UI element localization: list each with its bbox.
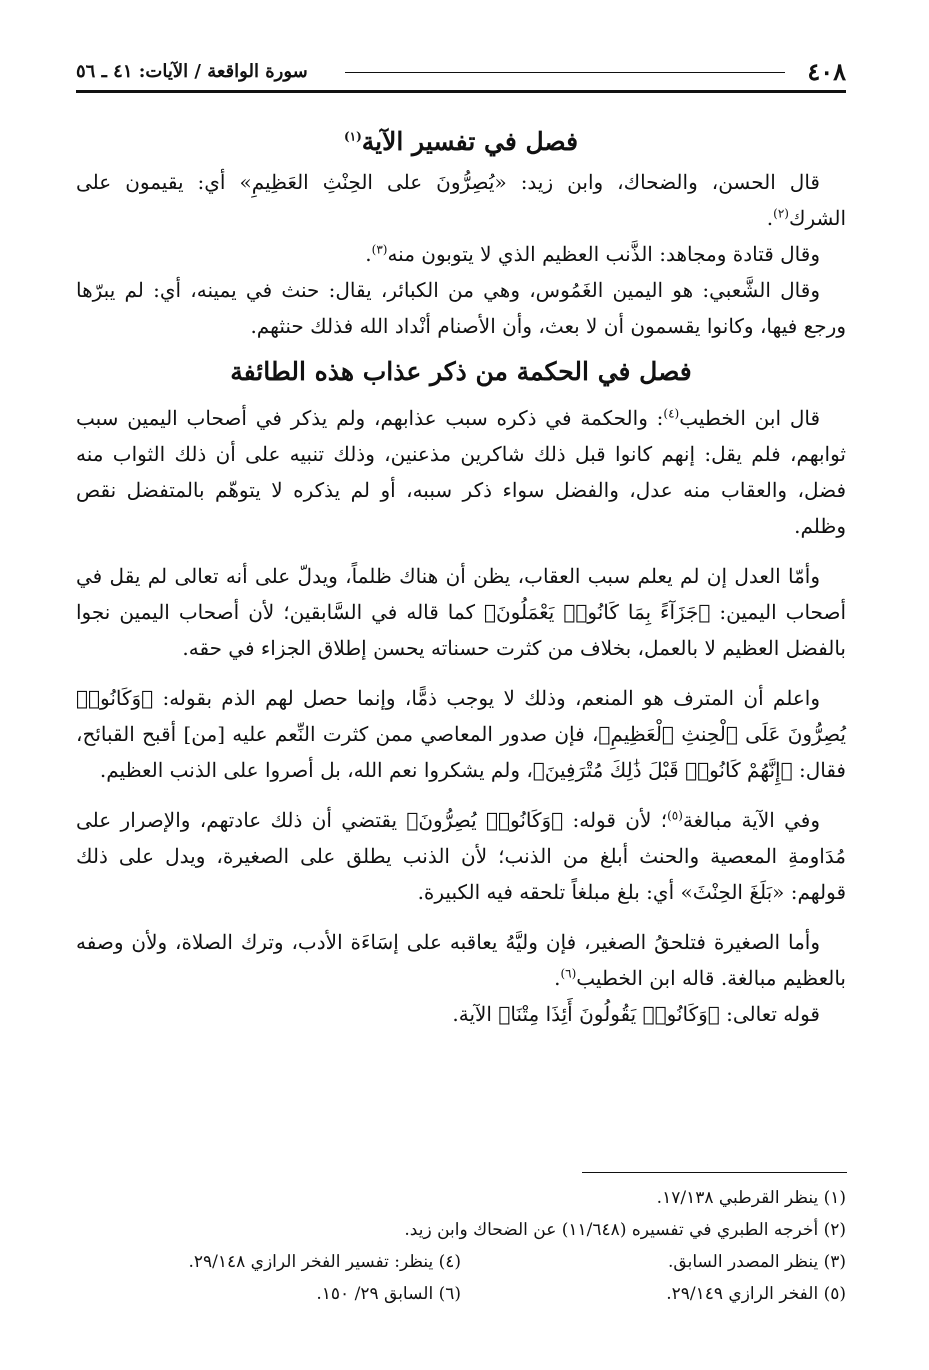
paragraph-qawluhu: قوله تعالى: ﴿وَكَانُوا۟ يَقُولُونَ أَئِذَا مِتْنَا﴾ الآية. [452, 1002, 820, 1026]
header-rule [76, 90, 846, 93]
footnote-separator [582, 1172, 847, 1173]
header-line [345, 72, 785, 73]
section-title-tafsir: فصل في تفسير الآية$^{(١)}$ [343, 127, 579, 156]
paragraph-ibn-khatib: قال ابن الخطيب$^{(٤)}$: والحكمة في ذكره سبب عذابهم، ولم يذكر في أصحاب اليمين سبب ثوابهم، فلم يقل: إنهم كانوا قبل ذلك شاكرين مذعنين، وذلك تنبيه على أن ذلك الثواب منه فضل، والعقاب منه عدل، والفضل سواء ذكر سببه، أو لم يذكره لا يتوهّم بالمتفضل نقص وظلم. [76, 406, 846, 538]
footnote-6: (٦) السابق ٢٩/ ١٥٠. [316, 1284, 461, 1304]
paragraph-saghira: وأما الصغيرة فتلحقُ الصغير، فإن وليَّهُ يعاقبه على إسَاءَة الأدب، وترك الصلاة، ولأن وصفه بالعظيم مبالغة. قاله ابن الخطيب$^{(٦)}$. [76, 930, 846, 990]
footnotes [76, 1182, 846, 1310]
footnote-3: (٣) ينظر المصدر السابق. [668, 1252, 846, 1272]
paragraph-hasan: قال الحسن، والضحاك، وابن زيد: «يُصِرُّونَ على الحِنْثِ العَظِيمِ» أي: يقيمون على الشرك$^{(٢)}$. [76, 170, 846, 230]
footnote-line [76, 1278, 846, 1310]
running-title: سورة الواقعة / الآيات: ٤١ ـ ٥٦ [76, 60, 308, 82]
footnote-4: (٤) ينظر: تفسير الفخر الرازي ٢٩/١٤٨. [188, 1252, 461, 1272]
paragraph-mubalagha: وفي الآية مبالغة$^{(٥)}$؛ لأن قوله: ﴿وَكَانُوا۟ يُصِرُّونَ﴾ يقتضي أن ذلك عادتهم، والإصرار على مُدَاومةِ المعصية والحنث أبلغ من الذنب؛ لأن الذنب يطلق على الصغيرة، ويدل على ذلك قولهم: «بَلَغَ الحِنْثَ» أي: بلغ مبلغاً تلحقه فيه الكبيرة. [76, 808, 846, 904]
page-number: ٤٠٨ [807, 56, 846, 86]
section-title-hikma: فصل في الحكمة من ذكر عذاب هذه الطائفة [230, 357, 692, 386]
paragraph-adl: وأمّا العدل إن لم يعلم سبب العقاب، يظن أن هناك ظلماً، ويدلّ على أنه تعالى لم يقل في أصحاب اليمين: ﴿جَزَآءً بِمَا كَانُوا۟ يَعْمَلُونَ﴾ كما قاله في السَّابقين؛ لأن أصحاب اليمين نجوا بالفضل العظيم لا بالعمل، بخلاف من كثرت حسناته يحسن إطلاق الجزاء في حقه. [76, 564, 846, 660]
footnote-line [76, 1182, 846, 1214]
footnote-2: (٢) أخرجه الطبري في تفسيره (١١/٦٤٨) عن الضحاك وابن زيد. [404, 1220, 846, 1240]
footnote-1: (١) ينظر القرطبي ١٧/١٣٨. [656, 1188, 846, 1208]
footnote-line [76, 1214, 846, 1246]
main-text [76, 122, 846, 1032]
footnote-line [76, 1246, 846, 1278]
page-header [76, 56, 846, 86]
paragraph-qatada: وقال قتادة ومجاهد: الذَّنب العظيم الذي لا يتوبون منه$^{(٣)}$. [365, 242, 820, 266]
footnote-5: (٥) الفخر الرازي ٢٩/١٤٩. [666, 1284, 846, 1304]
paragraph-mutraf: واعلم أن المترف هو المنعم، وذلك لا يوجب ذمًّا، وإنما حصل لهم الذم بقوله: ﴿وَكَانُوا۟ يُصِرُّونَ عَلَى ٱلْحِنثِ ٱلْعَظِيمِ﴾، فإن صدور المعاصي ممن كثرت النِّعم عليه [من] أقبح القبائح، فقال: ﴿إِنَّهُمْ كَانُوا۟ قَبْلَ ذَٰلِكَ مُتْرَفِينَ﴾، ولم يشكروا نعم الله، بل أصروا على الذنب العظيم. [76, 686, 846, 782]
paragraph-shabi: وقال الشَّعبي: هو اليمين الغَمُوس، وهي من الكبائر، يقال: حنث في يمينه، أي: لم يبرّها ورجع فيها، وكانوا يقسمون أن لا بعث، وأن الأصنام أنْداد الله فذلك حنثهم. [76, 278, 846, 338]
